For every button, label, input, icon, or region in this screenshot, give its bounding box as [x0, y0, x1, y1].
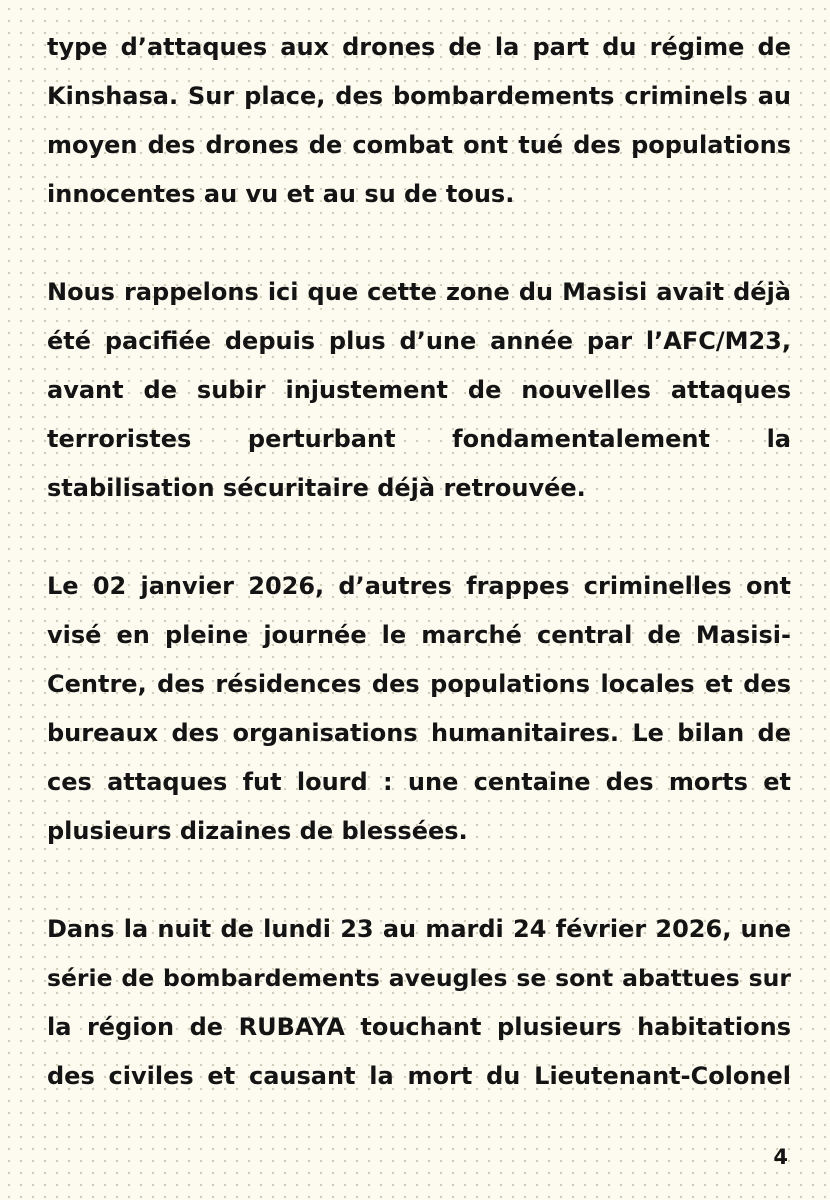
paragraph-spacer: [47, 219, 791, 268]
paragraph-line: type d’attaques aux drones de la part du régime de: [47, 33, 791, 61]
paragraph-line: été pacifiée depuis plus d’une année par l’AFC/M23,: [47, 327, 791, 355]
paragraph-line: visé en pleine journée le marché central de Masisi-: [47, 621, 791, 649]
paragraph-line: la région de RUBAYA touchant plusieurs habitations: [47, 1013, 791, 1041]
paragraph-line: Dans la nuit de lundi 23 au mardi 24 février 2026, une: [47, 915, 791, 943]
paragraph-line: Centre, des résidences des populations locales et des: [47, 670, 791, 698]
paragraph-line: des civiles et causant la mort du Lieutenant-Colonel: [47, 1062, 791, 1090]
paragraph-3: [47, 562, 791, 856]
paragraph-2: [47, 268, 791, 513]
text-column: [47, 23, 791, 1101]
paragraph-line: innocentes au vu et au su de tous.: [47, 180, 515, 208]
paragraph-line: ces attaques fut lourd : une centaine des morts et: [47, 768, 791, 796]
paragraph-line: Kinshasa. Sur place, des bombardements criminels au: [47, 82, 791, 110]
page-number: 4: [773, 1145, 788, 1169]
paragraph-line: terroristes perturbant fondamentalement la: [47, 425, 791, 453]
paragraph-line: Le 02 janvier 2026, d’autres frappes criminelles ont: [47, 572, 791, 600]
paragraph-4: [47, 905, 791, 1101]
paragraph-spacer: [47, 513, 791, 562]
paragraph-line: série de bombardements aveugles se sont abattues sur: [47, 964, 791, 992]
paragraph-line: avant de subir injustement de nouvelles attaques: [47, 376, 791, 404]
paragraph-line: bureaux des organisations humanitaires. Le bilan de: [47, 719, 791, 747]
paragraph-line: stabilisation sécuritaire déjà retrouvée.: [47, 474, 586, 502]
paragraph-spacer: [47, 856, 791, 905]
paragraph-line: plusieurs dizaines de blessées.: [47, 817, 468, 845]
paragraph-1: [47, 23, 791, 219]
paragraph-line: moyen des drones de combat ont tué des populations: [47, 131, 791, 159]
paragraph-line: Nous rappelons ici que cette zone du Masisi avait déjà: [47, 278, 791, 306]
